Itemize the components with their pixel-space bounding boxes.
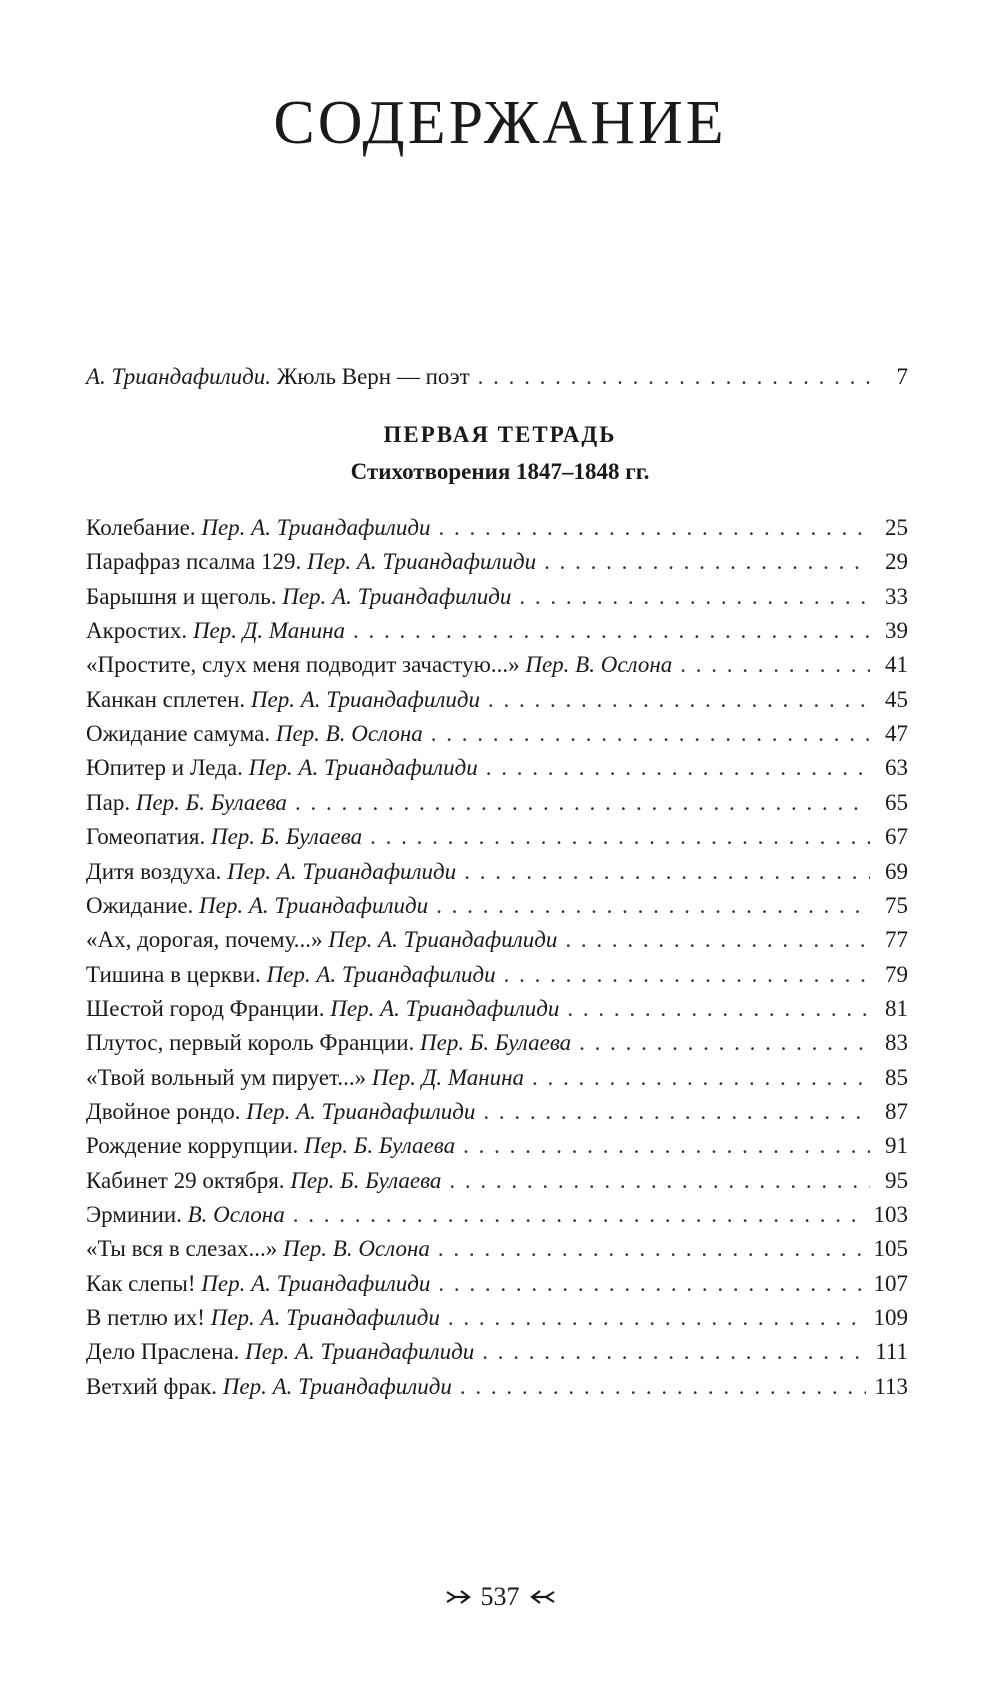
toc-entry-translator: Пер. А. Триандафилиди: [328, 927, 558, 953]
toc-entry-text: [86, 547, 536, 577]
toc-entry-text: [86, 1166, 441, 1196]
toc-entry[interactable]: [86, 1063, 908, 1093]
toc-entry-title: Акростих.: [86, 618, 193, 644]
dot-leader: [519, 582, 870, 612]
dot-leader: [486, 753, 870, 783]
toc-entry[interactable]: [86, 925, 908, 955]
toc-entry[interactable]: [86, 1234, 908, 1264]
toc-entry-translator: Пер. А. Триандафилиди: [245, 1339, 475, 1365]
toc-entry-title: Двойное рондо.: [86, 1098, 247, 1124]
toc-entry-title: Парафраз псалма 129.: [86, 549, 308, 575]
toc-entry-title: Колебание.: [86, 515, 202, 540]
toc-entry-text: [86, 362, 470, 392]
toc-entry-title: Эрминии.: [86, 1202, 188, 1227]
toc-entry-translator: Пер. А. Триандафилиди: [227, 858, 457, 884]
toc-entry-translator: Пер. Б. Булаева: [303, 1133, 456, 1159]
toc-entry-title: «Простите, слух меня подводит зачастую...»: [86, 652, 526, 678]
toc-entry-page: 39: [885, 618, 908, 644]
toc-entry-translator: Пер. В. Ослона: [525, 652, 673, 678]
toc-entry-text: [86, 925, 557, 955]
toc-entry-translator: Пер. А. Триандафилиди: [201, 515, 431, 540]
toc-entry-text: [86, 1131, 455, 1161]
toc-entry-text: [86, 891, 428, 921]
toc-entry[interactable]: [86, 616, 908, 646]
toc-entry-text: [86, 1063, 524, 1093]
toc-entry-page: 29: [885, 549, 908, 575]
toc-entry-title: Как слепы!: [86, 1270, 202, 1296]
toc-entry-text: [86, 994, 559, 1024]
dot-leader: [449, 1166, 870, 1196]
toc-entry-text: [86, 1234, 430, 1264]
toc-entry[interactable]: [86, 1166, 908, 1196]
toc-entry-translator: Пер. Б. Булаева: [135, 789, 287, 815]
toc-entry[interactable]: [86, 994, 908, 1024]
toc-entry-title: Шестой город Франции.: [86, 995, 331, 1021]
toc-entry[interactable]: [86, 685, 908, 715]
toc-entry-page: 81: [885, 995, 908, 1021]
toc-entry-translator: Пер. А. Триандафилиди: [250, 686, 481, 712]
toc-entry-page: 83: [885, 1030, 908, 1056]
dot-leader: [567, 994, 870, 1024]
toc-entry-title: Рождение коррупции.: [86, 1133, 304, 1159]
toc-entry-translator: Пер. А. Триандафилиди: [199, 892, 429, 918]
toc-entry[interactable]: [86, 891, 908, 921]
toc-entry-title: Жюль Верн — поэт: [271, 364, 470, 389]
toc-entry-text: [86, 1303, 440, 1333]
toc-entry[interactable]: [86, 857, 908, 887]
section-heading: ПЕРВАЯ ТЕТРАДЬ: [383, 422, 617, 447]
toc-entry-text: [86, 1097, 475, 1127]
toc-entry-text: [86, 1269, 430, 1299]
toc-entry-title: Барышня и щеголь.: [86, 583, 283, 609]
toc-entry[interactable]: [86, 1028, 908, 1058]
dot-leader: [483, 1097, 870, 1127]
toc-entry[interactable]: [86, 547, 908, 577]
toc-entry-translator: В. Ослона: [187, 1202, 285, 1227]
toc-entry[interactable]: [86, 788, 908, 818]
toc-entry-translator: Пер. Д. Манина: [371, 1064, 525, 1090]
toc-entry-title: Ожидание самума.: [86, 721, 276, 747]
toc-entry-translator: Пер. А. Триандафилиди: [266, 961, 496, 987]
toc-entry-text: [86, 582, 511, 612]
toc-entry-text: [86, 650, 672, 680]
dot-leader: [463, 1131, 870, 1161]
page-title: СОДЕРЖАНИЕ: [273, 89, 727, 157]
toc-entry-page: 87: [885, 1098, 908, 1124]
toc-entry-page: 113: [874, 1373, 908, 1399]
toc-entry-title: «Ах, дорогая, почему...»: [86, 927, 329, 953]
dot-leader: [353, 616, 870, 646]
toc-entry-page: 105: [873, 1236, 908, 1262]
dot-leader: [565, 925, 870, 955]
toc-entry-page: 75: [885, 892, 908, 918]
ornament-left-arrow-icon: [530, 1588, 556, 1606]
dot-leader: [532, 1063, 870, 1093]
dot-leader: [504, 960, 870, 990]
toc-entry[interactable]: [86, 753, 908, 783]
toc-entry-page: 85: [885, 1064, 908, 1090]
toc-entry-page: 79: [885, 961, 908, 987]
toc-entry-text: [86, 822, 362, 852]
toc-entry-intro[interactable]: [86, 362, 908, 392]
toc-entry-title: Плутос, первый король Франции.: [86, 1030, 421, 1056]
page-number: 537: [480, 1582, 520, 1611]
toc-entry-text: [86, 857, 456, 887]
toc-entry-page: 41: [885, 652, 908, 678]
toc-entry-text: [86, 1200, 285, 1230]
dot-leader: [438, 513, 870, 543]
toc-entry-translator: Пер. А. Триандафилиди: [201, 1270, 431, 1296]
toc-entry-page: 67: [885, 824, 908, 850]
toc-entry-translator: Пер. А. Триандафилиди: [307, 549, 537, 575]
toc-entry-page: 33: [885, 583, 908, 609]
toc-entry-text: [86, 788, 287, 818]
toc-entry-translator: Пер. Д. Манина: [192, 618, 346, 644]
toc-entry-page: 103: [873, 1202, 908, 1227]
toc-entry-translator: Пер. Б. Булаева: [420, 1030, 572, 1056]
toc-entry[interactable]: [86, 822, 908, 852]
toc-entry-author: А. Триандафилиди.: [86, 364, 272, 389]
toc-entry[interactable]: [86, 1372, 908, 1402]
toc-entry-title: Тишина в церкви.: [86, 961, 267, 987]
dot-leader: [436, 891, 870, 921]
toc-entry-page: 77: [885, 927, 908, 953]
toc-entry-title: В петлю их!: [86, 1305, 211, 1331]
toc-entry[interactable]: [86, 719, 908, 749]
dot-leader: [488, 685, 870, 715]
toc-entry[interactable]: [86, 1303, 908, 1333]
dot-leader: [544, 547, 870, 577]
toc-entry-title: «Ты вся в слезах...»: [86, 1236, 283, 1262]
toc-entry-title: Ветхий фрак.: [86, 1373, 223, 1399]
dot-leader: [293, 1200, 866, 1230]
toc-entry-page: 7: [896, 364, 908, 389]
toc-entry-title: Дитя воздуха.: [86, 858, 228, 884]
toc-entry-translator: Пер. А. Триандафилиди: [210, 1305, 440, 1331]
toc-entry-translator: Пер. А. Триандафилиди: [248, 755, 478, 781]
toc-entry-title: «Твой вольный ум пирует...»: [86, 1064, 372, 1090]
dot-leader: [579, 1028, 870, 1058]
toc-entry[interactable]: [86, 513, 908, 543]
toc-entry-text: [86, 616, 345, 646]
dot-leader: [448, 1303, 866, 1333]
toc-entry[interactable]: [86, 960, 908, 990]
dot-leader: [482, 1337, 867, 1367]
toc-entry-page: 25: [885, 515, 908, 540]
dot-leader: [460, 1372, 866, 1402]
toc-entry-title: Канкан сплетен.: [86, 686, 251, 712]
toc-entry-translator: Пер. Б. Булаева: [210, 824, 363, 850]
section-subheading: Стихотворения 1847–1848 гг.: [350, 459, 650, 484]
toc-entry-text: [86, 1372, 452, 1402]
toc-entry-translator: Пер. А. Триандафилиди: [222, 1373, 452, 1399]
toc-entry-page: 111: [875, 1339, 908, 1365]
toc-entry-title: Юпитер и Леда.: [86, 755, 249, 781]
ornament-right-arrow-icon: [445, 1588, 471, 1606]
dot-leader: [464, 857, 870, 887]
toc-entry-title: Дело Праслена.: [86, 1339, 246, 1365]
toc-entry[interactable]: [86, 1097, 908, 1127]
toc-entry-text: [86, 960, 496, 990]
toc-entry-page: 45: [885, 686, 908, 712]
toc-entry-title: Кабинет 29 октября.: [86, 1167, 291, 1193]
toc-entry[interactable]: [86, 1269, 908, 1299]
toc-entry-text: [86, 1028, 571, 1058]
dot-leader: [431, 719, 870, 749]
dot-leader: [295, 788, 870, 818]
dot-leader: [680, 650, 870, 680]
toc-entry[interactable]: [86, 582, 908, 612]
toc-entry-page: 47: [885, 721, 908, 747]
toc-entry-page: 65: [885, 789, 908, 815]
toc-entry-page: 95: [885, 1167, 908, 1193]
toc-entry-page: 107: [873, 1270, 908, 1296]
toc-entry-text: [86, 685, 480, 715]
dot-leader: [370, 822, 870, 852]
dot-leader: [438, 1269, 865, 1299]
toc-entry-translator: Пер. В. Ослона: [282, 1236, 430, 1262]
toc-entry[interactable]: [86, 650, 908, 680]
page-footer: [0, 1582, 1000, 1612]
toc-entry-page: 63: [885, 755, 908, 781]
toc-entry-page: 109: [873, 1305, 908, 1331]
toc-entry-title: Пар.: [86, 789, 136, 815]
toc-entry[interactable]: [86, 1337, 908, 1367]
toc-entry-text: [86, 719, 423, 749]
toc-entry-text: [86, 753, 478, 783]
toc-entry[interactable]: [86, 1200, 908, 1230]
dot-leader: [478, 362, 870, 392]
toc-entry-title: Ожидание.: [86, 892, 200, 918]
toc-entry[interactable]: [86, 1131, 908, 1161]
toc-entry-translator: Пер. А. Триандафилиди: [282, 583, 512, 609]
toc-entry-text: [86, 1337, 474, 1367]
toc-entry-page: 69: [885, 858, 908, 884]
toc-entry-title: Гомеопатия.: [86, 824, 211, 850]
toc-entry-translator: Пер. Б. Булаева: [290, 1167, 442, 1193]
toc-entry-text: [86, 513, 430, 543]
toc-entry-translator: Пер. В. Ослона: [275, 721, 423, 747]
dot-leader: [438, 1234, 866, 1264]
toc-entry-page: 91: [885, 1133, 908, 1159]
toc-entry-translator: Пер. А. Триандафилиди: [330, 995, 560, 1021]
toc-entry-translator: Пер. А. Триандафилиди: [246, 1098, 476, 1124]
